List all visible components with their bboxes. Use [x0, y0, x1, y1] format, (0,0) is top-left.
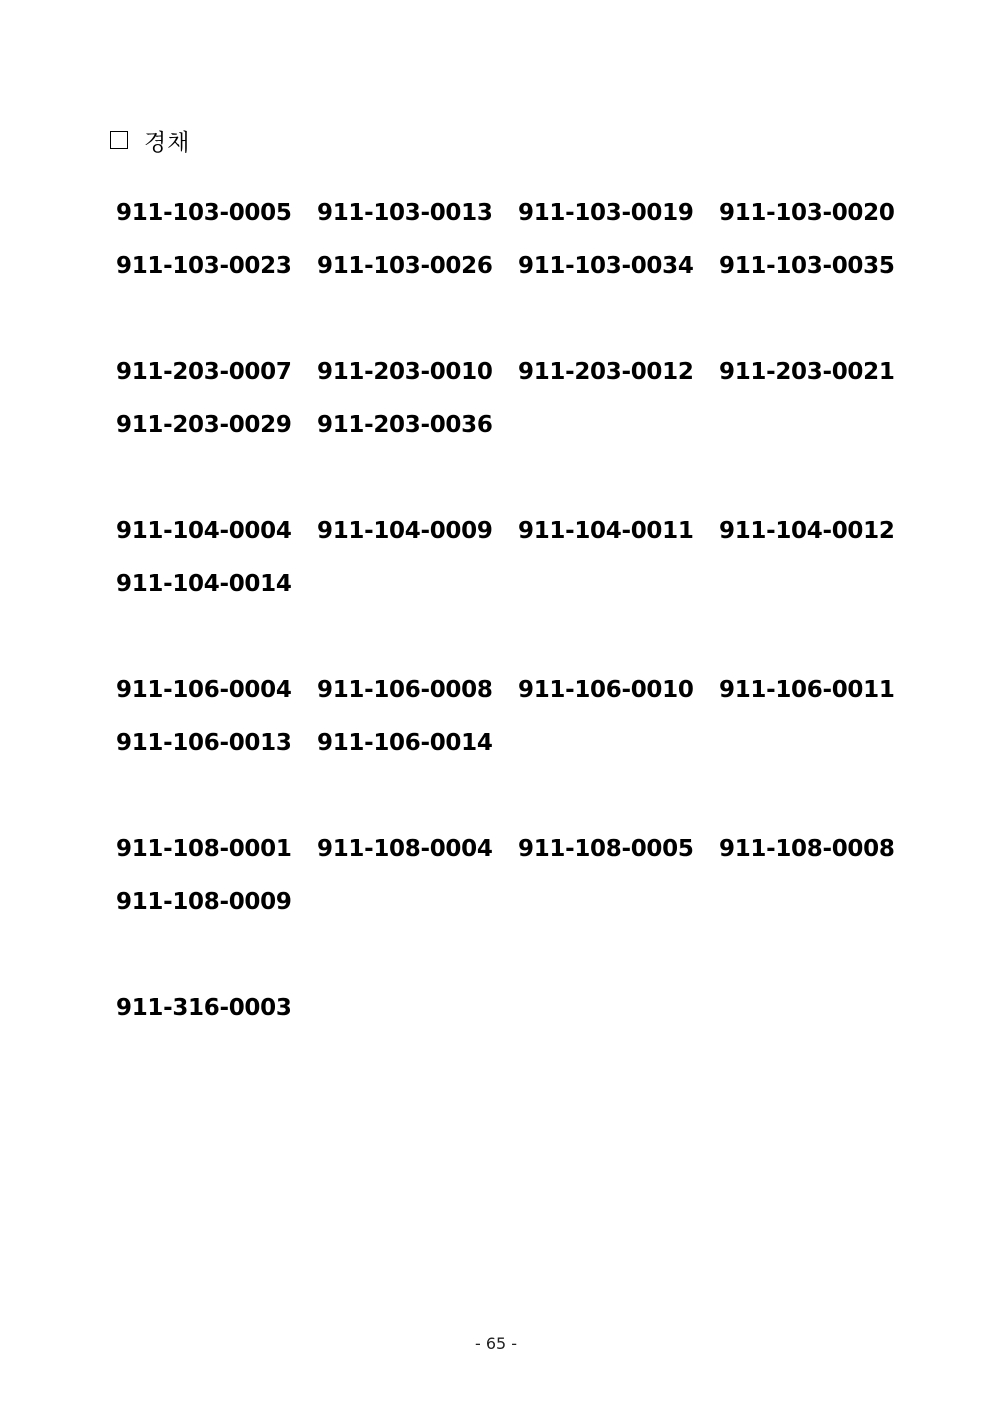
code-item: 911-106-0013: [116, 729, 292, 756]
code-row: [116, 345, 936, 398]
code-row: [116, 663, 936, 716]
code-group: [116, 822, 936, 928]
code-item: 911-108-0001: [116, 835, 292, 862]
code-item: 911-106-0011: [719, 676, 895, 703]
code-row: [116, 504, 936, 557]
code-group: [116, 663, 936, 769]
section-header: [110, 124, 190, 156]
code-row: [116, 981, 936, 1034]
code-item: 911-106-0010: [518, 676, 694, 703]
code-item: 911-103-0005: [116, 199, 292, 226]
code-item: 911-104-0012: [719, 517, 895, 544]
code-row: [116, 186, 936, 239]
code-item: 911-106-0004: [116, 676, 292, 703]
code-row: [116, 398, 936, 451]
code-row: [116, 557, 936, 610]
code-item: 911-103-0026: [317, 252, 493, 279]
code-item: 911-106-0014: [317, 729, 493, 756]
code-item: 911-203-0007: [116, 358, 292, 385]
code-item: 911-104-0011: [518, 517, 694, 544]
code-item: 911-103-0019: [518, 199, 694, 226]
code-row: [116, 822, 936, 875]
code-row: [116, 716, 936, 769]
code-item: 911-108-0005: [518, 835, 694, 862]
code-item: 911-203-0010: [317, 358, 493, 385]
code-item: 911-203-0021: [719, 358, 895, 385]
code-row: [116, 875, 936, 928]
code-item: 911-104-0014: [116, 570, 292, 597]
checkbox-square-icon: [110, 131, 128, 149]
code-group: [116, 186, 936, 292]
code-item: 911-104-0009: [317, 517, 493, 544]
code-item: 911-103-0023: [116, 252, 292, 279]
page-number: - 65 -: [474, 1334, 518, 1353]
section-title: 경채: [144, 129, 191, 156]
code-item: 911-108-0004: [317, 835, 493, 862]
code-item: 911-203-0036: [317, 411, 493, 438]
code-group: [116, 981, 936, 1034]
code-item: 911-316-0003: [116, 994, 292, 1021]
code-item: 911-203-0029: [116, 411, 292, 438]
code-item: 911-103-0013: [317, 199, 493, 226]
code-item: 911-106-0008: [317, 676, 493, 703]
code-item: 911-103-0020: [719, 199, 895, 226]
code-row: [116, 239, 936, 292]
code-item: 911-108-0009: [116, 888, 292, 915]
code-item: 911-103-0034: [518, 252, 694, 279]
code-group: [116, 345, 936, 451]
code-item: 911-203-0012: [518, 358, 694, 385]
code-groups: [116, 186, 936, 1087]
code-item: 911-103-0035: [719, 252, 895, 279]
code-group: [116, 504, 936, 610]
code-item: 911-104-0004: [116, 517, 292, 544]
code-item: 911-108-0008: [719, 835, 895, 862]
